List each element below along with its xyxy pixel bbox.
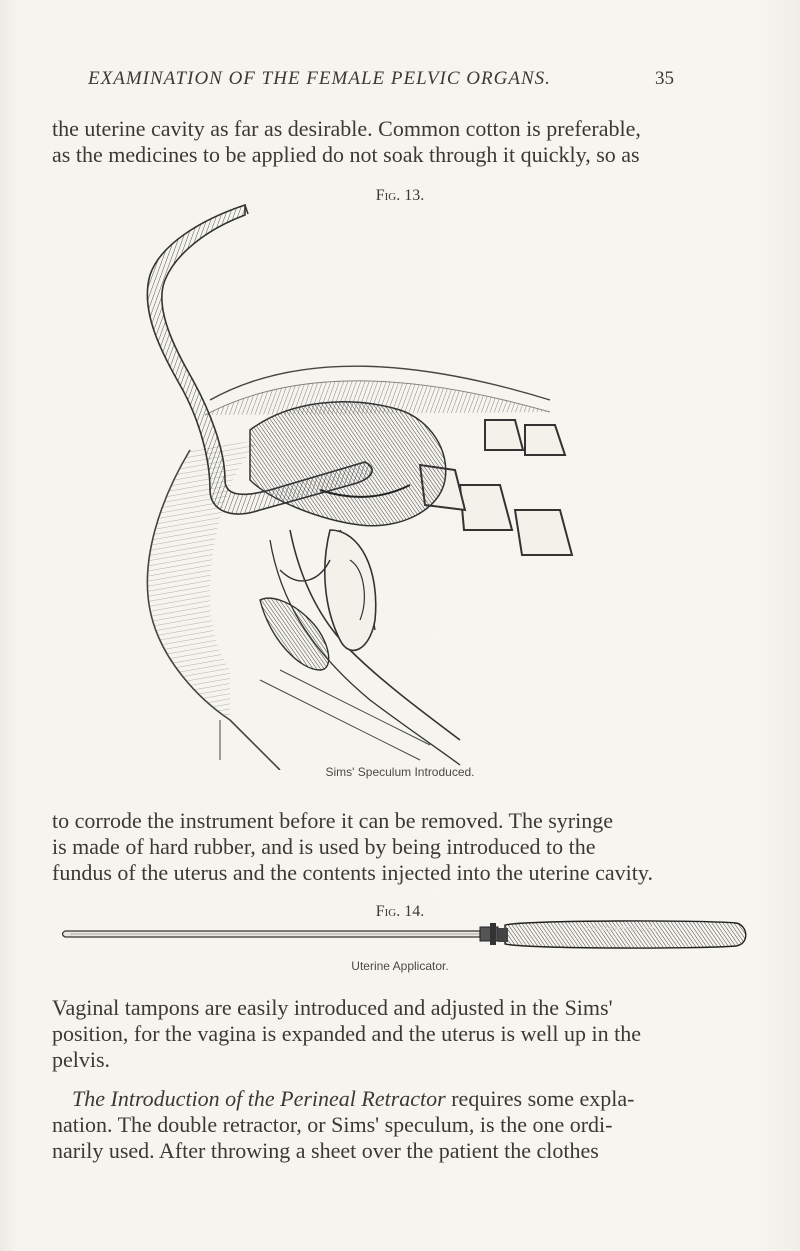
applicator-maker-mark: TIEMANN & CO.	[585, 925, 659, 934]
paragraph-4-line-1-rest: requires some expla-	[445, 1086, 635, 1111]
paragraph-2-line-1: to corrode the instrument before it can be removed. The syringe	[52, 808, 614, 833]
figure-14-label: Fig. 14.	[375, 903, 425, 920]
paragraph-4-line-3: narily used. After throwing a sheet over the patient the clothes	[52, 1138, 599, 1163]
paragraph-1-line-2: as the medicines to be applied do not soak through it quickly, so as	[52, 142, 640, 167]
page-number: 35	[655, 68, 674, 89]
paragraph-3-line-2: position, for the vagina is expanded and the uterus is well up in the	[52, 1021, 641, 1046]
running-head: EXAMINATION OF THE FEMALE PELVIC ORGANS.	[88, 68, 551, 89]
paragraph-4-line-2: nation. The double retractor, or Sims' speculum, is the one ordi-	[52, 1112, 613, 1137]
paragraph-3-line-3: pelvis.	[52, 1047, 111, 1072]
figure-13-caption: Sims' Speculum Introduced.	[325, 765, 475, 779]
figure-13-label: Fig. 13.	[375, 187, 425, 204]
figure-13-illustration	[120, 200, 590, 770]
paragraph-3-line-1: Vaginal tampons are easily introduced and adjusted in the Sims'	[52, 995, 613, 1020]
uterus-shape	[250, 402, 446, 526]
paragraph-4-line-1	[72, 1086, 712, 1112]
section-heading-italic: The Introduction of the Perineal Retractor	[72, 1086, 446, 1111]
paragraph-2-line-3: fundus of the uterus and the contents injected into the uterine cavity.	[52, 860, 653, 885]
figure-14-illustration	[60, 918, 750, 952]
paragraph-1-line-1: the uterine cavity as far as desirable. Common cotton is preferable,	[52, 116, 641, 141]
figure-14-caption: Uterine Applicator.	[351, 959, 449, 973]
paragraph-2-line-2: is made of hard rubber, and is used by being introduced to the	[52, 834, 596, 859]
